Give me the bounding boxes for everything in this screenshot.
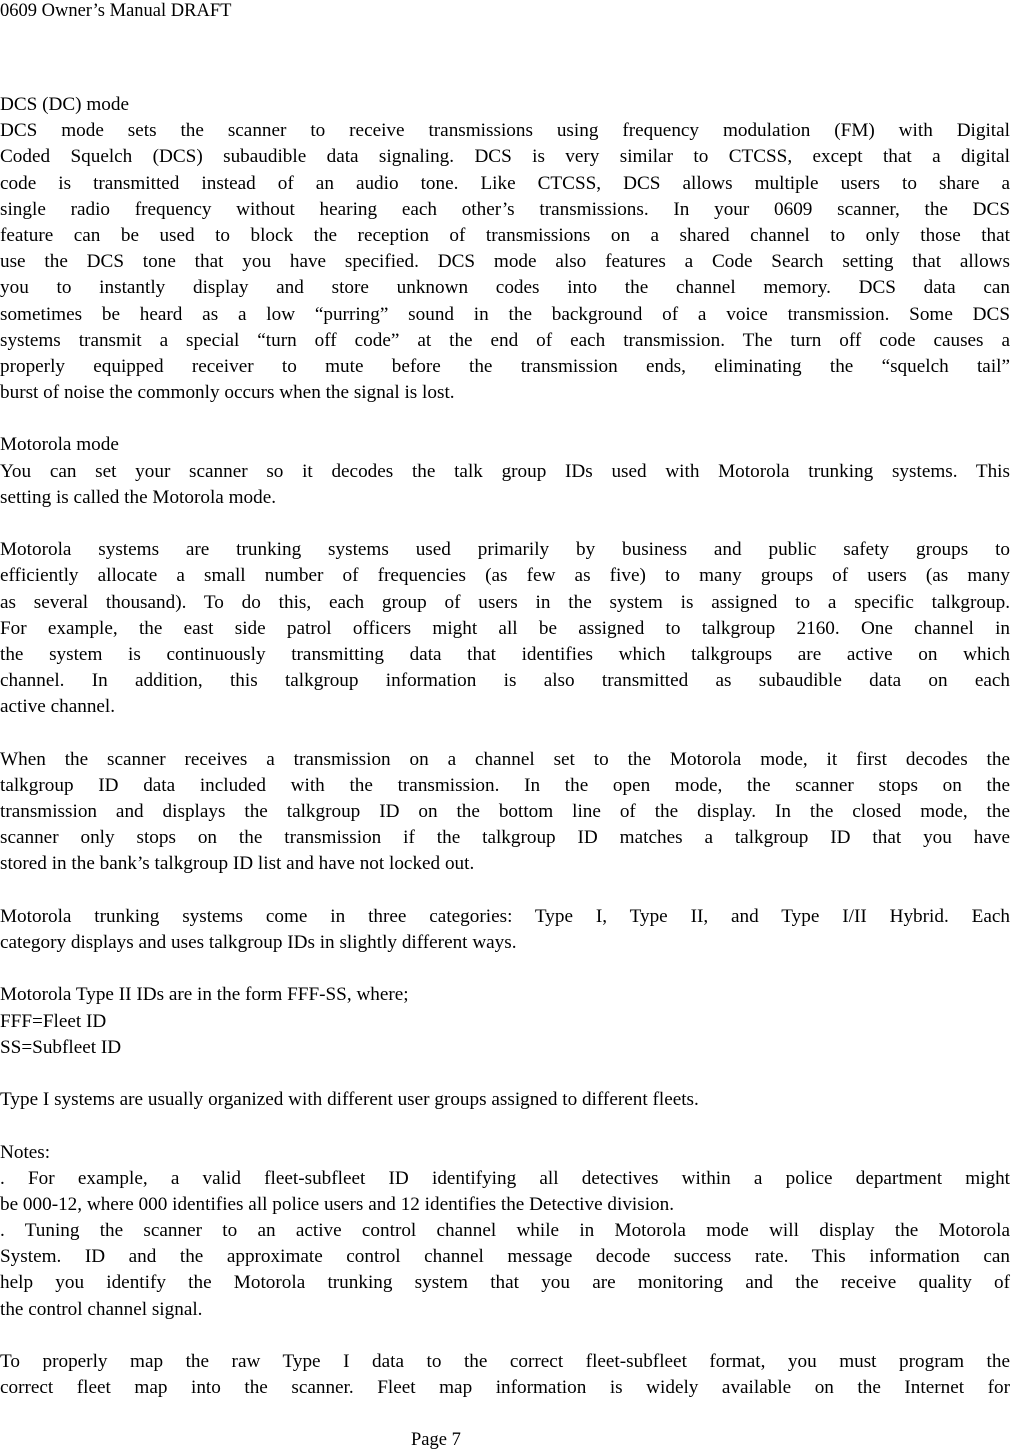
body-line: Coded Squelch (DCS) subaudible data signaling. DCS is very similar to CTCSS, except that a digital	[0, 146, 1010, 168]
page-content	[0, 92, 1010, 1401]
body-line: Motorola trunking systems come in three categories: Type I, Type II, and Type I/II Hybrid. Each	[0, 905, 1010, 927]
paragraph-gap	[0, 511, 1010, 537]
note-line: help you identify the Motorola trunking system that you are monitoring and the receive quality of	[0, 1272, 1010, 1294]
body-line: Motorola systems are trunking systems used primarily by business and public safety groups to	[0, 539, 1010, 561]
body-line: SS=Subfleet ID	[0, 1036, 122, 1058]
body-line: correct fleet map into the scanner. Fleet map information is widely available on the Internet for	[0, 1377, 1010, 1399]
body-line: efficiently allocate a small number of frequencies (as few as five) to many groups of users (as many	[0, 565, 1010, 587]
body-line: Motorola Type II IDs are in the form FFF-SS, where;	[0, 984, 409, 1006]
note-line: . For example, a valid fleet-subfleet ID identifying all detectives within a police department might	[0, 1167, 1010, 1189]
notes-heading: Notes:	[0, 1141, 51, 1163]
body-line: setting is called the Motorola mode.	[0, 486, 277, 508]
paragraph-gap	[0, 1113, 1010, 1139]
body-line: When the scanner receives a transmission on a channel set to the Motorola mode, it first decodes the	[0, 748, 1010, 770]
body-line: you to instantly display and store unknown codes into the channel memory. DCS data can	[0, 277, 1010, 299]
paragraph-gap	[0, 721, 1010, 747]
body-line: as several thousand). To do this, each group of users in the system is assigned to a specific talkgroup.	[0, 591, 1010, 613]
section-heading-motorola: Motorola mode	[0, 434, 119, 456]
body-line: active channel.	[0, 696, 116, 718]
note-line: . Tuning the scanner to an active control channel while in Motorola mode will display the Motorola	[0, 1220, 1010, 1242]
body-line: For example, the east side patrol officers might all be assigned to talkgroup 2160. One channel in	[0, 617, 1010, 639]
body-line: single radio frequency without hearing each other’s transmissions. In your 0609 scanner, the DCS	[0, 198, 1010, 220]
body-line: To properly map the raw Type I data to the correct fleet-subfleet format, you must program the	[0, 1351, 1010, 1372]
paragraph-gap	[0, 956, 1010, 982]
body-line: feature can be used to block the reception of transmissions on a shared channel to only those that	[0, 224, 1010, 246]
document-header: 0609 Owner’s Manual DRAFT	[0, 1, 232, 21]
body-line: properly equipped receiver to mute before the transmission ends, eliminating the “squelch tail”	[0, 355, 1010, 377]
body-line: channel. In addition, this talkgroup information is also transmitted as subaudible data on each	[0, 670, 1010, 692]
body-line: FFF=Fleet ID	[0, 1010, 107, 1032]
body-line: stored in the bank’s talkgroup ID list and have not locked out.	[0, 853, 475, 875]
body-line: DCS mode sets the scanner to receive transmissions using frequency modulation (FM) with Digital	[0, 120, 1010, 142]
body-line: the system is continuously transmitting data that identifies which talkgroups are active on which	[0, 643, 1010, 665]
body-line: talkgroup ID data included with the transmission. In the open mode, the scanner stops on the	[0, 774, 1010, 796]
note-line: System. ID and the approximate control channel message decode success rate. This information can	[0, 1246, 1010, 1268]
body-line: sometimes be heard as a low “purring” sound in the background of a voice transmission. Some DCS	[0, 303, 1010, 325]
body-line: use the DCS tone that you have specified. DCS mode also features a Code Search setting that allows	[0, 251, 1010, 273]
body-line: transmission and displays the talkgroup ID on the bottom line of the display. In the closed mode, the	[0, 801, 1010, 823]
note-line: be 000-12, where 000 identifies all police users and 12 identifies the Detective division.	[0, 1193, 675, 1215]
body-line: code is transmitted instead of an audio tone. Like CTCSS, DCS allows multiple users to share a	[0, 172, 1010, 194]
section-heading-dcs: DCS (DC) mode	[0, 94, 129, 115]
body-line: burst of noise the commonly occurs when the signal is lost.	[0, 382, 455, 404]
paragraph-gap	[0, 406, 1010, 432]
body-line: You can set your scanner so it decodes the talk group IDs used with Motorola trunking systems. This	[0, 460, 1010, 482]
note-line: the control channel signal.	[0, 1298, 203, 1320]
page-number: Page 7	[411, 1430, 461, 1450]
body-line: Type I systems are usually organized with different user groups assigned to different fleets.	[0, 1089, 699, 1111]
paragraph-gap	[0, 878, 1010, 904]
paragraph-gap	[0, 1061, 1010, 1087]
paragraph-gap	[0, 1323, 1010, 1349]
body-line: category displays and uses talkgroup IDs in slightly different ways.	[0, 932, 517, 953]
body-line: scanner only stops on the transmission if the talkgroup ID matches a talkgroup ID that you have	[0, 827, 1010, 849]
body-line: systems transmit a special “turn off code” at the end of each transmission. The turn off code causes a	[0, 329, 1010, 351]
